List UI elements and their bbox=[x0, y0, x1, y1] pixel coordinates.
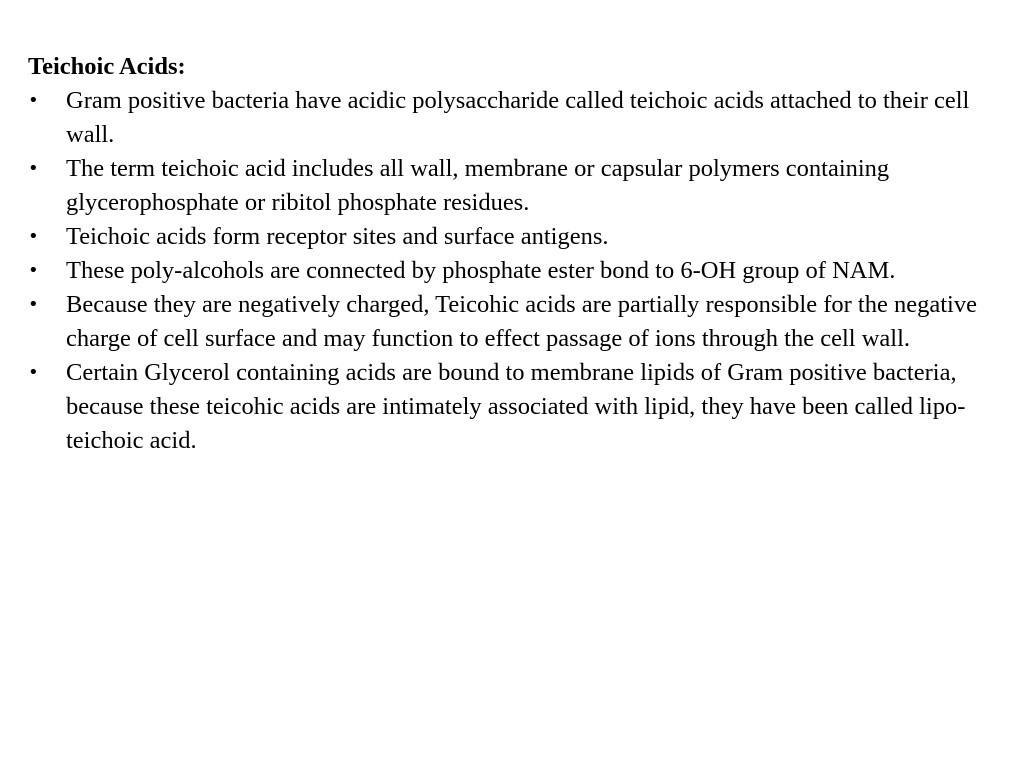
bullet-icon: • bbox=[28, 90, 39, 111]
bullet-text: The term teichoic acid includes all wall, membrane or capsular polymers containing glycerophosphate or ribitol phosphate residues. bbox=[66, 155, 890, 216]
bullet-item-5 bbox=[28, 288, 988, 356]
bullet-item-1 bbox=[28, 84, 988, 152]
slide-heading: Teichoic Acids: bbox=[28, 53, 186, 80]
bullet-item-2 bbox=[28, 152, 988, 220]
bullet-text: These poly-alcohols are connected by phosphate ester bond to 6-OH group of NAM. bbox=[66, 257, 896, 284]
bullet-text: Because they are negatively charged, Teicohic acids are partially responsible for the negative charge of cell surface and may function to effect passage of ions through the cell wall. bbox=[66, 291, 977, 352]
bullet-item-3 bbox=[28, 220, 988, 254]
bullet-item-4 bbox=[28, 254, 988, 288]
bullet-text: Teichoic acids form receptor sites and surface antigens. bbox=[66, 223, 609, 250]
bullet-icon: • bbox=[28, 226, 39, 247]
slide-content bbox=[28, 50, 988, 458]
bullet-icon: • bbox=[28, 158, 39, 179]
bullet-text: Gram positive bacteria have acidic polysaccharide called teichoic acids attached to their cell wall. bbox=[66, 87, 970, 148]
bullet-text: Certain Glycerol containing acids are bound to membrane lipids of Gram positive bacteria, because these teicohic acids are intimately associated with lipid, they have been called lipo-teichoic acid. bbox=[66, 359, 966, 454]
bullet-item-6 bbox=[28, 356, 988, 458]
bullet-icon: • bbox=[28, 362, 39, 383]
bullet-icon: • bbox=[28, 294, 39, 315]
bullet-list bbox=[28, 84, 988, 458]
bullet-icon: • bbox=[28, 260, 39, 281]
